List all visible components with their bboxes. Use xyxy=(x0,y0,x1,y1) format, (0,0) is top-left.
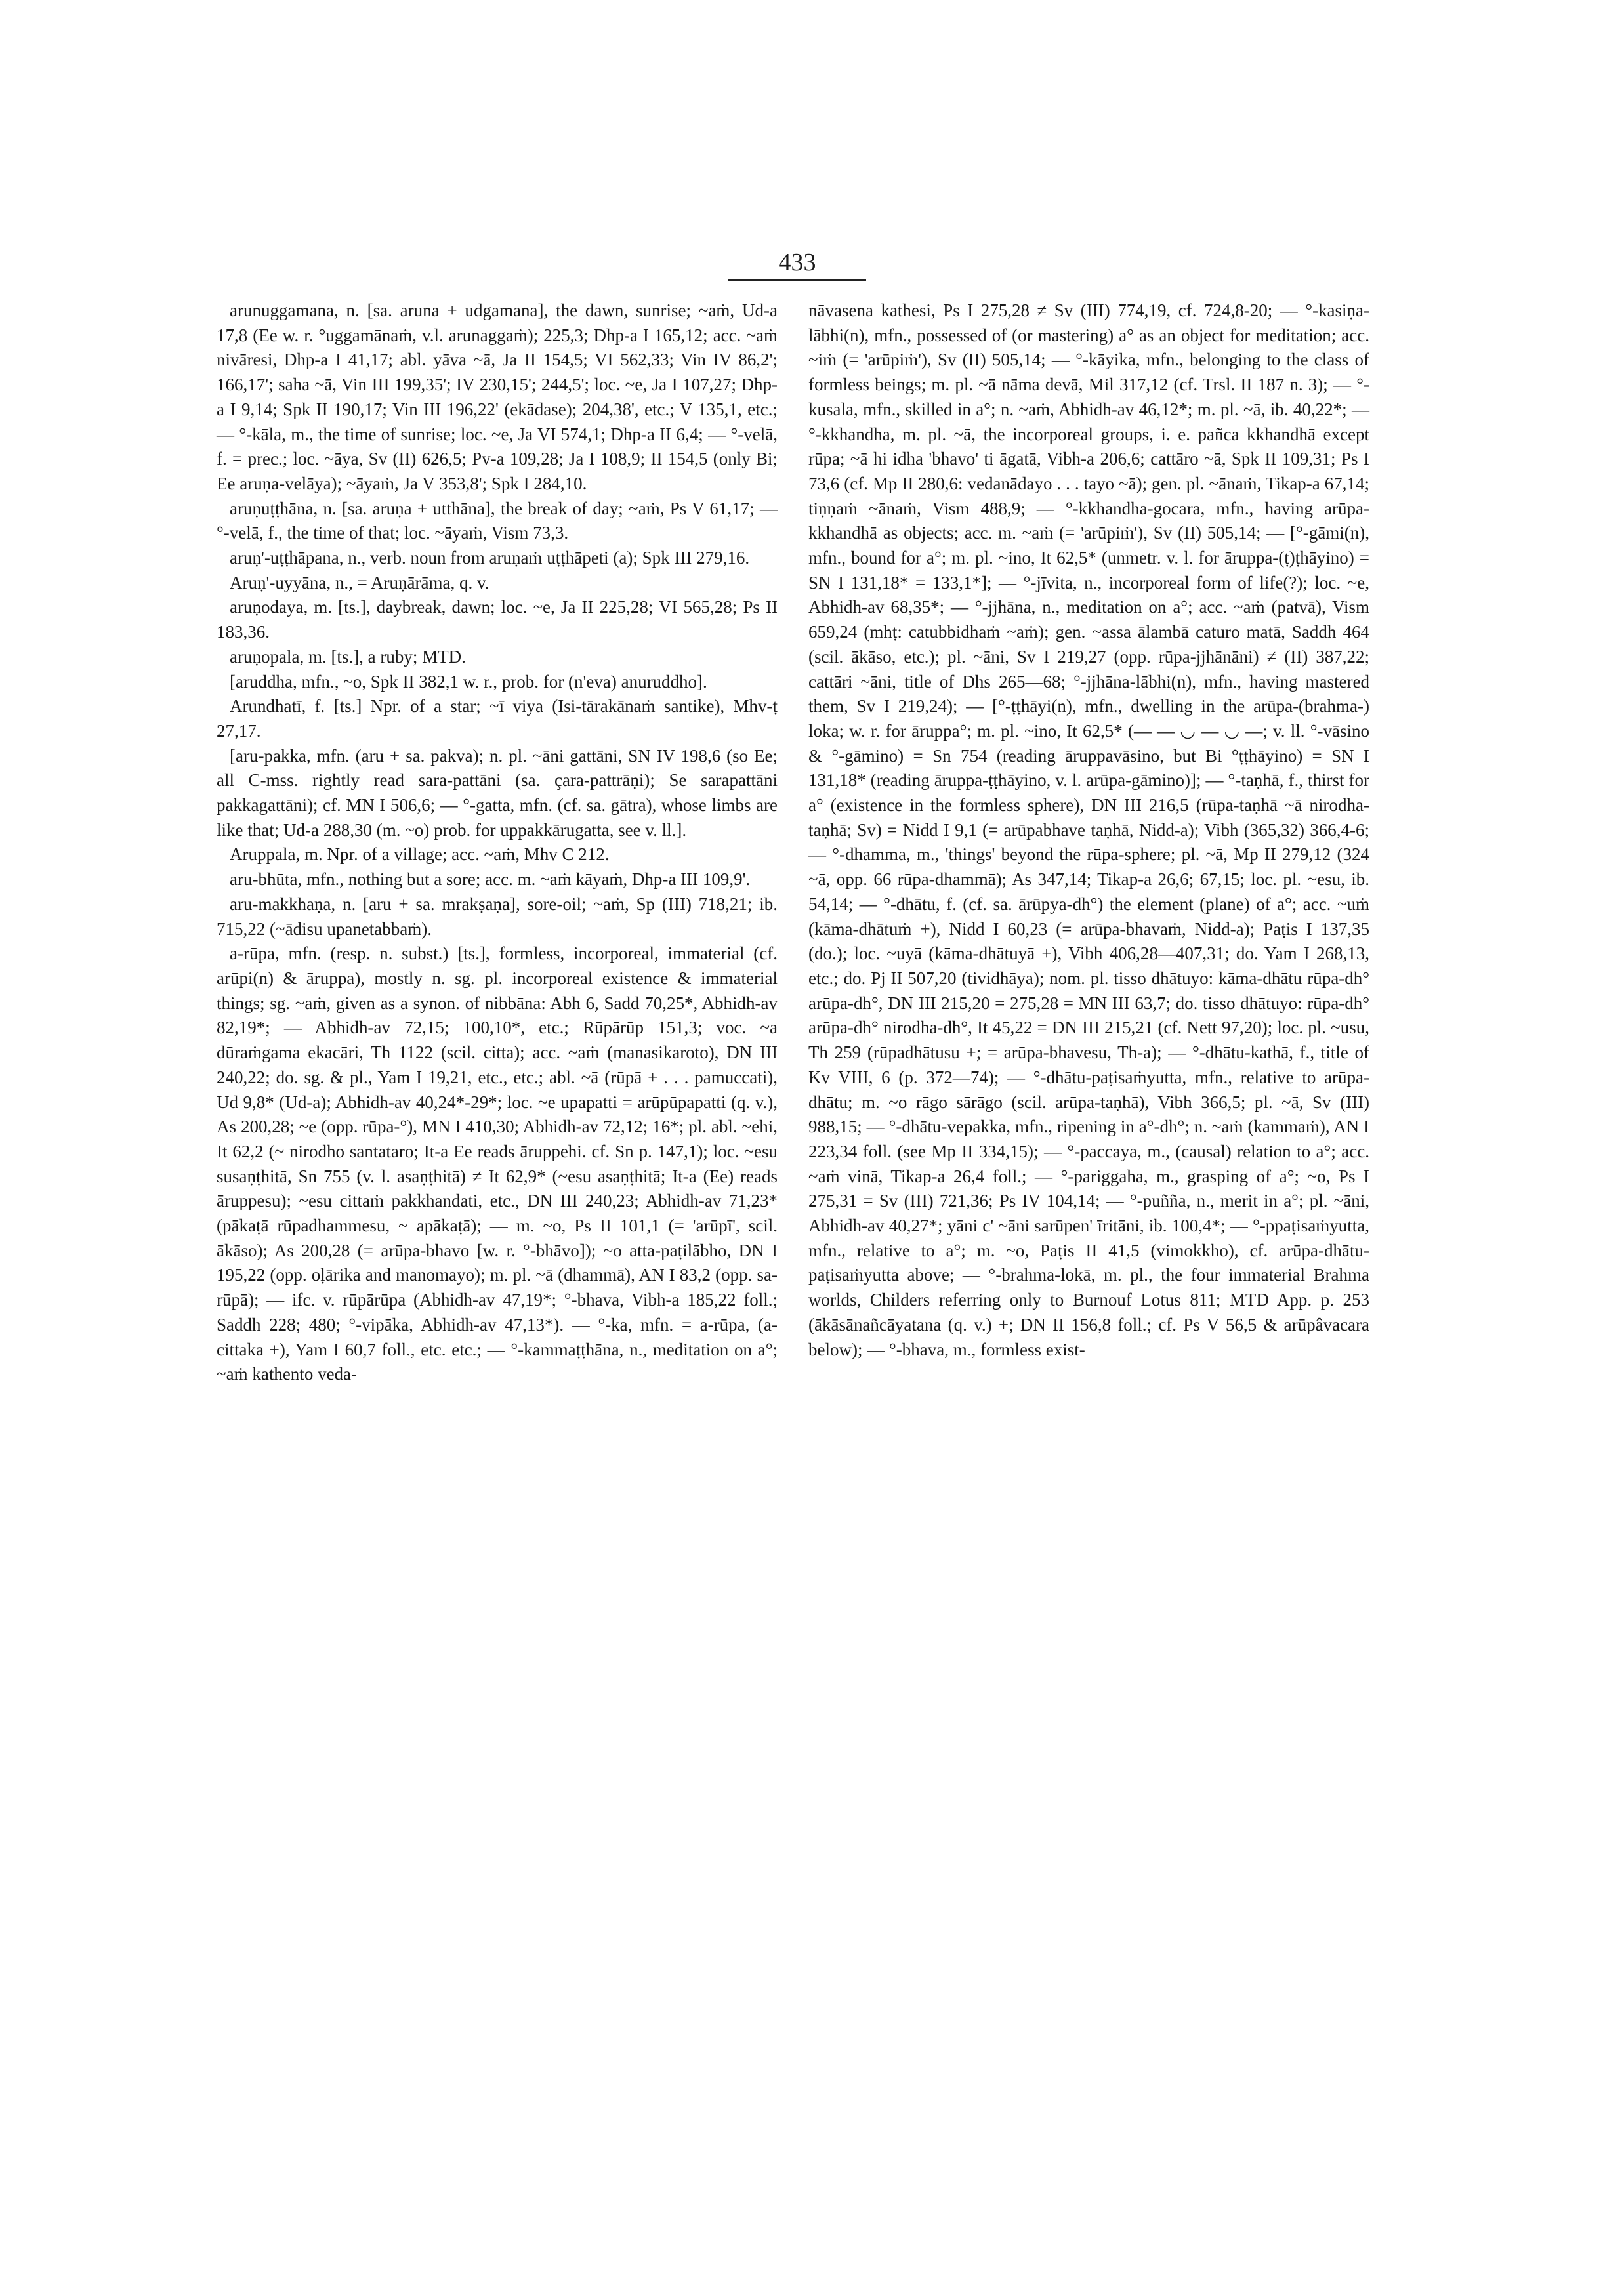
entry-arunutthana: aruṇuṭṭhāna, n. [sa. aruṇa + utthāna], the break of day; ~aṁ, Ps V 61,17; — °-velā, f., the time of that; loc. ~āyaṁ, Vism 73,3. xyxy=(217,498,778,543)
entry-arun-utthapana: aruṇ'-uṭṭhāpana, n., verb. noun from aruṇaṁ uṭṭhāpeti (a); Spk III 279,16. xyxy=(230,548,750,568)
entry-aruppala: Aruppala, m. Npr. of a village; acc. ~aṁ, Mhv C 212. xyxy=(230,844,610,865)
header-rule xyxy=(728,279,866,281)
entry-arundhati: Arundhatī, f. [ts.] Npr. of a star; ~ī viya (Isi-tārakānaṁ santike), Mhv-ṭ 27,17. xyxy=(217,696,778,741)
entry-arunuggamana: arunuggamana, n. [sa. aruna + udgamana], the dawn, sunrise; ~aṁ, Ud-a 17,8 (Ee w. r. °uggamānaṁ, v.l. arunaggaṁ); 225,3; Dhp-a I 165,12; acc. ~aṁ nivāresi, Dhp-a I 41,17; abl. yāva ~ā, Ja II 154,5; VI 562,33; Vin IV 86,2'; 166,17'; saha ~ā, Vin III 199,35'; IV 230,15'; 244,5'; loc. ~e, Ja I 107,27; Dhp-a I 9,14; Spk II 190,17; Vin III 196,22' (ekādase); 204,38', etc.; V 135,1, etc.; — °-kāla, m., the time of sunrise; loc. ~e, Ja VI 574,1; Dhp-a II 6,4; — °-velā, f. = prec.; loc. ~āya, Sv (II) 626,5; Pv-a 109,28; Ja I 108,9; II 154,5 (only Bi; Ee aruṇa-velāya); ~āyaṁ, Ja V 353,8'; Spk I 284,10. xyxy=(217,300,778,493)
entry-aru-makkhana: aru-makkhaṇa, n. [aru + sa. mrakṣaṇa], sore-oil; ~aṁ, Sp (III) 718,21; ib. 715,22 (~ādisu upanetabbaṁ). xyxy=(217,894,778,939)
left-column xyxy=(217,299,778,1387)
entry-aruddha: [aruddha, mfn., ~o, Spk II 382,1 w. r., prob. for (n'eva) anuruddho]. xyxy=(230,671,707,692)
entry-aru-bhuta: aru-bhūta, mfn., nothing but a sore; acc. m. ~aṁ kāyaṁ, Dhp-a III 109,9'. xyxy=(230,869,751,890)
entry-arun-uyyana: Aruṇ'-uyyāna, n., = Aruṇārāma, q. v. xyxy=(230,572,489,592)
page-number: 433 xyxy=(778,249,816,276)
entry-arunopala: aruṇopala, m. [ts.], a ruby; MTD. xyxy=(230,646,466,667)
entry-arunodaya: aruṇodaya, m. [ts.], daybreak, dawn; loc. ~e, Ja II 225,28; VI 565,28; Ps II 183,36. xyxy=(217,597,778,642)
entry-aru-pakka: [aru-pakka, mfn. (aru + sa. pakva); n. pl. ~āni gattāni, SN IV 198,6 (so Ee; all C-mss. rightly read sara-pattāni (sa. çara-pattrāṇi); Se sarapattāni pakkagattāni); cf. MN I 506,6; — °-gatta, mfn. (cf. sa. gātra), whose limbs are like that; Ud-a 288,30 (m. ~o) prob. for uppakkārugatta, see v. ll.]. xyxy=(217,745,778,840)
right-column xyxy=(808,299,1369,1362)
entry-a-rupa: a-rūpa, mfn. (resp. n. subst.) [ts.], formless, incorporeal, immaterial (cf. arūpi(n) & āruppa), mostly n. sg. pl. incorporeal existence & immaterial things; sg. ~aṁ, given as a synon. of nibbāna: Abh 6, Sadd 70,25*, Abhidh-av 82,19*; — Abhidh-av 72,15; 100,10*, etc.; Rūpārūp 151,3; voc. ~a dūraṁgama ekacāri, Th 1122 (scil. citta); acc. ~aṁ (manasikaroto), DN III 240,22; do. sg. & pl., Yam I 19,21, etc., etc.; abl. ~ā (rūpā + . . . pamuccati), Ud 9,8* (Ud-a); Abhidh-av 40,24*-29*; loc. ~e upapatti = arūpūpapatti (q. v.), As 200,28; ~e (opp. rūpa-°), MN I 410,30; Abhidh-av 72,12; 16*; pl. abl. ~ehi, It 62,2 (~ nirodho santataro; It-a Ee reads āruppehi. cf. Sn p. 147,1); loc. ~esu susaṇṭhitā, Sn 755 (v. l. asaṇṭhitā) ≠ It 62,9* (~esu asaṇṭhitā; It-a (Ee) reads āruppesu); ~esu cittaṁ pakkhandati, etc., DN III 240,23; Abhidh-av 71,23* (pākaṭā rūpadhammesu, ~ apākaṭā); — m. ~o, Ps II 101,1 (= 'arūpī', scil. ākāso); As 200,28 (= arūpa-bhavo [w. r. °-bhāvo]); ~o atta-paṭilābho, DN I 195,22 (opp. oḷārika and manomayo); m. pl. ~ā (dhammā), AN I 83,2 (opp. sa-rūpā); — ifc. v. rūpārūpa (Abhidh-av 47,19*; °-bhava, Vibh-a 185,22 foll.; Saddh 228; 480; °-vipāka, Abhidh-av 47,13*). — °-ka, mfn. = a-rūpa, (a-cittaka +), Yam I 60,7 foll., etc. etc.; — °-kammaṭṭhāna, n., meditation on a°; ~aṁ kathento veda- xyxy=(217,943,778,1384)
entry-a-rupa-continued: nāvasena kathesi, Ps I 275,28 ≠ Sv (III) 774,19, cf. 724,8-20; — °-kasiṇa-lābhi(n), mfn., possessed of (or mastering) a° as an object for meditation; acc. ~iṁ (= 'arūpiṁ'), Sv (II) 505,14; — °-kāyika, mfn., belonging to the class of formless beings; m. pl. ~ā nāma devā, Mil 317,12 (cf. Trsl. II 187 n. 3); — °-kusala, mfn., skilled in a°; n. ~aṁ, Abhidh-av 46,12*; m. pl. ~ā, ib. 40,22*; — °-kkhandha, m. pl. ~ā, the incorporeal groups, i. e. pañca kkhandhā except rūpa; ~ā hi idha 'bhavo' ti āgatā, Vibh-a 206,6; cattāro ~ā, Spk II 109,31; Ps I 73,6 (cf. Mp II 280,6: vedanādayo . . . tayo ~ā); gen. pl. ~ānaṁ, Tikap-a 67,14; tiṇṇaṁ ~ānaṁ, Vism 488,9; — °-kkhandha-gocara, mfn., having arūpa-kkhandhā as objects; acc. m. ~aṁ (= 'arūpiṁ'), Sv (II) 505,14; — [°-gāmi(n), mfn., bound for a°; m. pl. ~ino, It 62,5* (unmetr. v. l. for āruppa-(ṭ)ṭhāyino) = SN I 131,18* = 133,1*]; — °-jīvita, n., incorporeal form of life(?); loc. ~e, Abhidh-av 68,35*; — °-jjhāna, n., meditation on a°; acc. ~aṁ (patvā), Vism 659,24 (mhṭ: catubbidhaṁ ~aṁ); gen. ~assa ālambā caturo matā, Saddh 464 (scil. ākāso, etc.); pl. ~āni, Sv I 219,27 (opp. rūpa-jjhānāni) ≠ (II) 387,22; cattāri ~āni, title of Dhs 265—68; °-jjhāna-lābhi(n), mfn., having mastered them, Sv I 219,24); — [°-ṭṭhāyi(n), mfn., dwelling in the arūpa-(brahma-) loka; w. r. for āruppa°; m. pl. ~ino, It 62,5* (— — ◡ — ◡ —; v. ll. °-vāsino & °-gāmino) = Sn 754 (reading āruppavāsino, but Bi °ṭṭhāyino) = SN I 131,18* (reading āruppa-ṭṭhāyino, v. l. arūpa-gāmino)]; — °-taṇhā, f., thirst for a° (existence in the formless sphere), DN III 216,5 (rūpa-taṇhā ~ā nirodha-taṇhā; Sv) = Nidd I 9,1 (= arūpabhave taṇhā, Nidd-a); Vibh (365,32) 366,4-6; — °-dhamma, m., 'things' beyond the rūpa-sphere; pl. ~ā, Mp II 279,12 (324 ~ā, opp. 66 rūpa-dhammā); As 347,14; Tikap-a 26,6; 67,15; loc. pl. ~esu, ib. 54,14; — °-dhātu, f. (cf. sa. ārūpya-dh°) the element (plane) of a°; acc. ~uṁ (kāma-dhātuṁ +), Nidd I 60,23 (= arūpa-bhavaṁ, Nidd-a); Paṭis I 137,35 (do.); loc. ~uyā (kāma-dhātuyā +), Vibh 406,28—407,31; do. Yam I 268,13, etc.; do. Pj II 507,20 (tividhāya); nom. pl. tisso dhātuyo: kāma-dhātu rūpa-dh° arūpa-dh°, DN III 215,20 = 275,28 = MN III 63,7; do. tisso dhātuyo: rūpa-dh° arūpa-dh° nirodha-dh°, It 45,22 = DN III 215,21 (cf. Nett 97,20); loc. pl. ~usu, Th 259 (rūpadhātusu +; = arūpa-bhavesu, Th-a); — °-dhātu-kathā, f., title of Kv VIII, 6 (p. 372—74); — °-dhātu-paṭisaṁyutta, mfn., relative to arūpa-dhātu; m. ~o rāgo sārāgo (scil. arūpa-taṇhā), Vibh 366,5; pl. ~ā, Sv (III) 988,15; — °-dhātu-vepakka, mfn., ripening in a°-dh°; n. ~aṁ (kammaṁ), AN I 223,34 foll. (see Mp II 334,15); — °-paccaya, m., (causal) relation to a°; acc. ~aṁ vinā, Tikap-a 26,4 foll.; — °-pariggaha, m., grasping of a°; ~o, Ps I 275,31 = Sv (III) 721,36; Ps IV 104,14; — °-puñña, n., merit in a°; pl. ~āni, Abhidh-av 40,27*; yāni c' ~āni sarūpen' īritāni, ib. 100,4*; — °-ppaṭisaṁyutta, mfn., relative to a°; m. ~o, Paṭis II 41,5 (vimokkho), cf. arūpa-dhātu-paṭisaṁyutta above; — °-brahma-lokā, m. pl., the four immaterial Brahma worlds, Childers referring only to Burnouf Lotus 811; MTD App. p. 253 (ākāsānañcāyatana (q. v.) +; DN II 156,8 foll.; cf. Ps V 56,5 & arūpâvacara below); — °-bhava, m., formless exist- xyxy=(808,300,1369,1359)
